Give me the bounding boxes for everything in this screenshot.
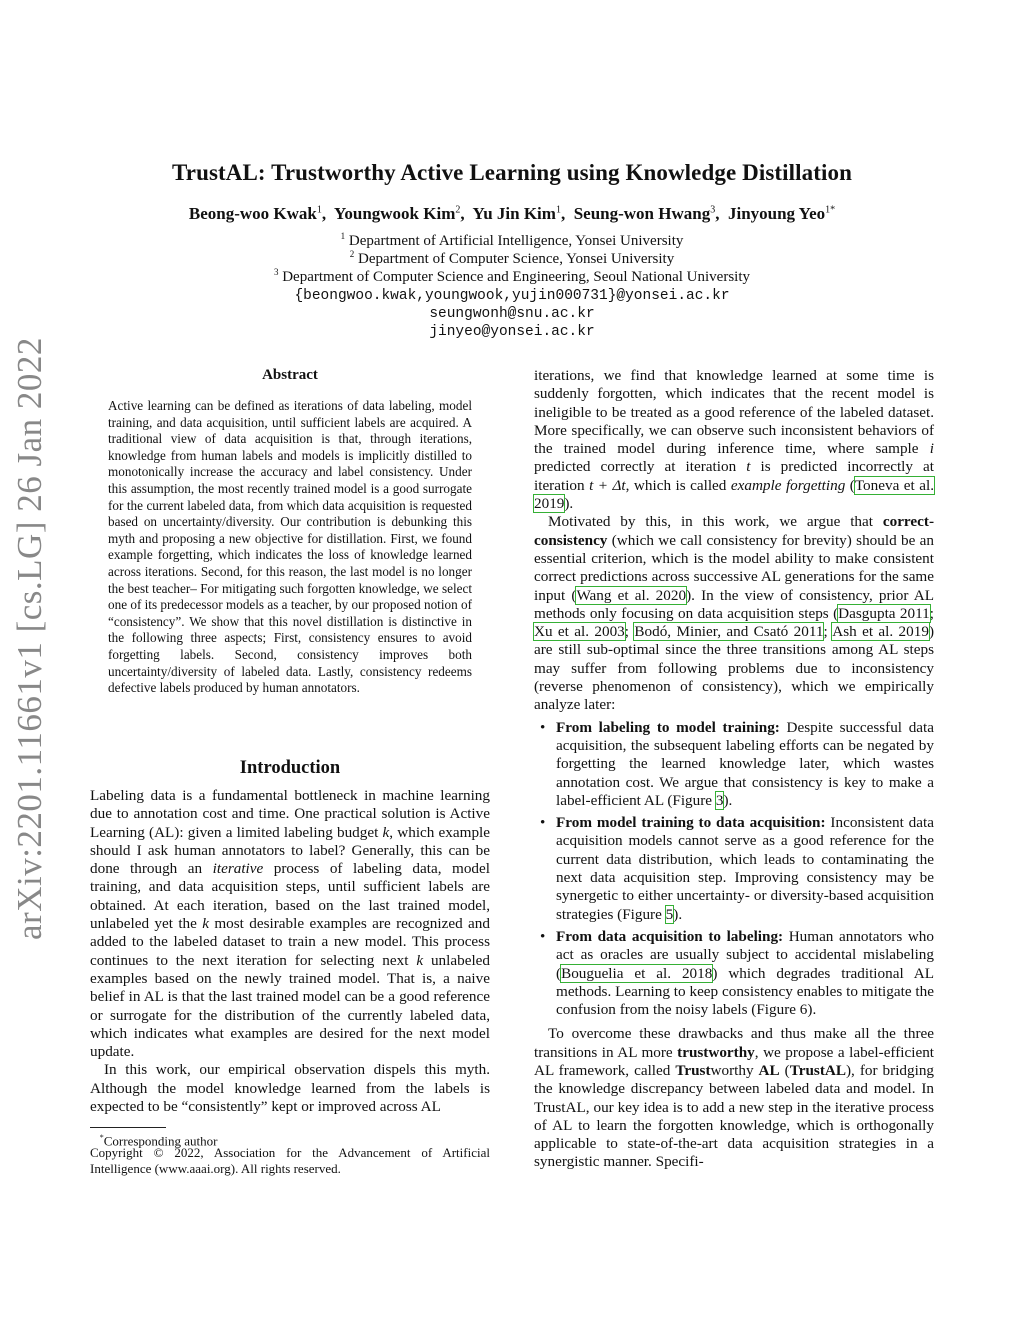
email-line: seungwonh@snu.ac.kr <box>429 306 595 322</box>
figure-link[interactable]: 3 <box>715 791 724 809</box>
affil-mark: 2 <box>349 249 355 259</box>
figure-link[interactable]: 5 <box>665 905 674 923</box>
affiliation-2 <box>0 249 1024 268</box>
list-item: • From model training to data acquisition: Inconsistent data acquisition models cannot serve as a good reference for the current data distribution, which leads to contaminating the next data acquisition step. Improving consistency may be synergetic to either uncertainty- or diversity-based acquisition strategies (Figure 5). <box>556 814 934 924</box>
transition-list <box>534 719 934 1020</box>
email-line: {beongwoo.kwak,youngwook,yujin000731}@yonsei.ac.kr <box>294 288 730 304</box>
arxiv-stamp: arXiv:2201.11661v1 [cs.LG] 26 Jan 2022 <box>10 337 49 940</box>
author-affil-mark: 1* <box>825 204 836 216</box>
footnote: *Corresponding author <box>99 1133 218 1149</box>
left-column-body <box>90 787 490 1116</box>
citation-link[interactable]: Toneva et al. 2019 <box>534 476 934 513</box>
author-affil-mark: 1 <box>555 204 561 216</box>
affil-mark: 3 <box>273 267 279 277</box>
introduction-heading: Introduction <box>239 758 341 778</box>
author-name: Beong-woo Kwak <box>188 204 317 223</box>
citation-link[interactable]: Wang et al. 2020 <box>576 586 687 604</box>
right-column-body <box>534 367 934 1172</box>
affil-text: Department of Computer Science and Engineering, Seoul National University <box>282 269 751 285</box>
affiliation-3 <box>0 267 1024 286</box>
author-affil-mark: 3 <box>710 204 716 216</box>
author-list: Beong-woo Kwak$^1$, Youngwook Kim$^2$, Yu Jin Kim$^1$, Seung-won Hwang$^3$, Jinyoung Yeo$^{1*}$ <box>188 204 836 223</box>
author-name: Youngwook Kim <box>333 204 456 223</box>
author-name: Seung-won Hwang <box>573 204 711 223</box>
author-name: Yu Jin Kim <box>472 204 556 223</box>
citation-link[interactable]: Dasgupta 2011 <box>838 604 930 622</box>
footnote-rule <box>90 1127 166 1128</box>
email-line: jinyeo@yonsei.ac.kr <box>429 324 595 340</box>
list-item: • From data acquisition to labeling: Human annotators who act as oracles are usually subject to accidental mislabeling (Bouguelia et al. 2018) which degrades traditional AL methods. Learning to keep consistency enables to mitigate the confusion from the noisy labels (Figure 6). <box>556 928 934 1019</box>
affil-text: Department of Artificial Intelligence, Yonsei University <box>348 233 684 249</box>
copyright-notice: Copyright © 2022, Association for the Advancement of Artificial Intelligence (www.aaai.org). All rights reserved. <box>90 1145 490 1176</box>
body-paragraph: Motivated by this, in this work, we argue that correct-consistency (which we call consistency for brevity) should be an essential criterion, which is the model ability to make consistent correct predictions across successive AL generations for the same input (Wang et al. 2020). In the view of consistency, prior AL methods only focusing on data acquisition steps (Dasgupta 2011; Xu et al. 2003; Bodó, Minier, and Csató 2011; Ash et al. 2019) are still sub-optimal since the three transitions among AL steps may suffer from following problems due to inconsistency (reverse phenomenon of consistency), which we empirically analyze later: <box>534 513 934 714</box>
list-item: • From labeling to model training: Despite successful data acquisition, the subsequent labeling efforts can be negated by forgetting the learned knowledge later, which wastes annotation cost. We argue that consistency is key to make a label-efficient AL (Figure 3). <box>556 719 934 810</box>
intro-paragraph-2: In this work, our empirical observation dispels this myth. Although the model knowledge learned from the labels is expected to be “consistently” kept or improved across AL <box>90 1061 490 1116</box>
author-affil-mark: 2 <box>455 204 461 216</box>
citation-link[interactable]: Ash et al. 2019 <box>832 623 929 641</box>
citation-link[interactable]: Bodó, Minier, and Csató 2011 <box>634 623 824 641</box>
body-paragraph: iterations, we find that knowledge learned at some time is suddenly forgotten, which indicates that the recent model is ineligible to be treated as a good reference of the labeled dataset. More specifically, we can observe such inconsistent behaviors of the trained model during inference time, where sample i predicted correctly at iteration t is predicted incorrectly at iteration t + Δt, which is called example forgetting (Toneva et al. 2019). <box>534 367 935 513</box>
affiliation-1 <box>0 231 1024 250</box>
affil-mark: 1 <box>340 231 346 241</box>
abstract-heading: Abstract <box>262 367 318 383</box>
body-paragraph: To overcome these drawbacks and thus make all the three transitions in AL more trustworthy, we propose a label-efficient AL framework, called Trustworthy AL (TrustAL), for bridging the knowledge discrepancy between labeled data and model. In TrustAL, our key idea is to add a new step in the iterative process of AL to learn the forgotten knowledge, which is orthogonally applicable to state-of-the-art data acquisition strategies in a synergistic manner. Specifi- <box>534 1025 935 1171</box>
citation-link[interactable]: Bouguelia et al. 2018 <box>561 964 713 982</box>
abstract-text: Active learning can be defined as iterations of data labeling, model training, and data acquisition, until sufficient labels are acquired. A traditional view of data acquisition is that, through iterations, knowledge from human labels and models is implicitly distilled to monotonically increase the accuracy and label consistency. Under this assumption, the most recently trained model is a good surrogate for the current labeled data, from which data acquisition is requested based on uncertainty/diversity. Our contribution is debunking this myth and proposing a new objective for distillation. First, we found example forgetting, which indicates the loss of knowledge learned across iterations. Second, for this reason, the last model is no longer the best teacher– For mitigating such forgotten knowledge, we select one of its predecessor models as a teacher, by our proposed notion of “consistency”. We show that this novel distillation is distinctive in the following three aspects; First, consistency ensures to avoid forgetting labels. Second, consistency improves both uncertainty/diversity of labeled data. Lastly, consistency redeems defective labels produced by human annotators. <box>108 398 472 696</box>
intro-paragraph-1: Labeling data is a fundamental bottleneck in machine learning due to annotation cost and time. One practical solution is Active Learning (AL): given a limited labeling budget k, which example should I ask human annotators to label? Generally, this can be done through an iterative process of labeling data, model training, and data acquisition steps, until sufficient labels are obtained. At each iteration, based on the last trained model, unlabeled yet the k most desirable examples are recognized and added to the labeled dataset to train a new model. This process continues to the next iteration for selecting next k unlabeled examples based on the newly trained model. That is, a naive belief in AL is that the last trained model can be a good reference or surrogate for the distribution of the currently labeled data, which indicates what examples are desired for the next model update. <box>90 787 491 1061</box>
affil-text: Department of Computer Science, Yonsei University <box>358 251 675 267</box>
author-affil-mark: 1 <box>316 204 322 216</box>
author-name: Jinyoung Yeo <box>727 204 826 223</box>
paper-title: TrustAL: Trustworthy Active Learning using Knowledge Distillation <box>172 160 852 185</box>
citation-link[interactable]: Xu et al. 2003 <box>534 623 625 641</box>
